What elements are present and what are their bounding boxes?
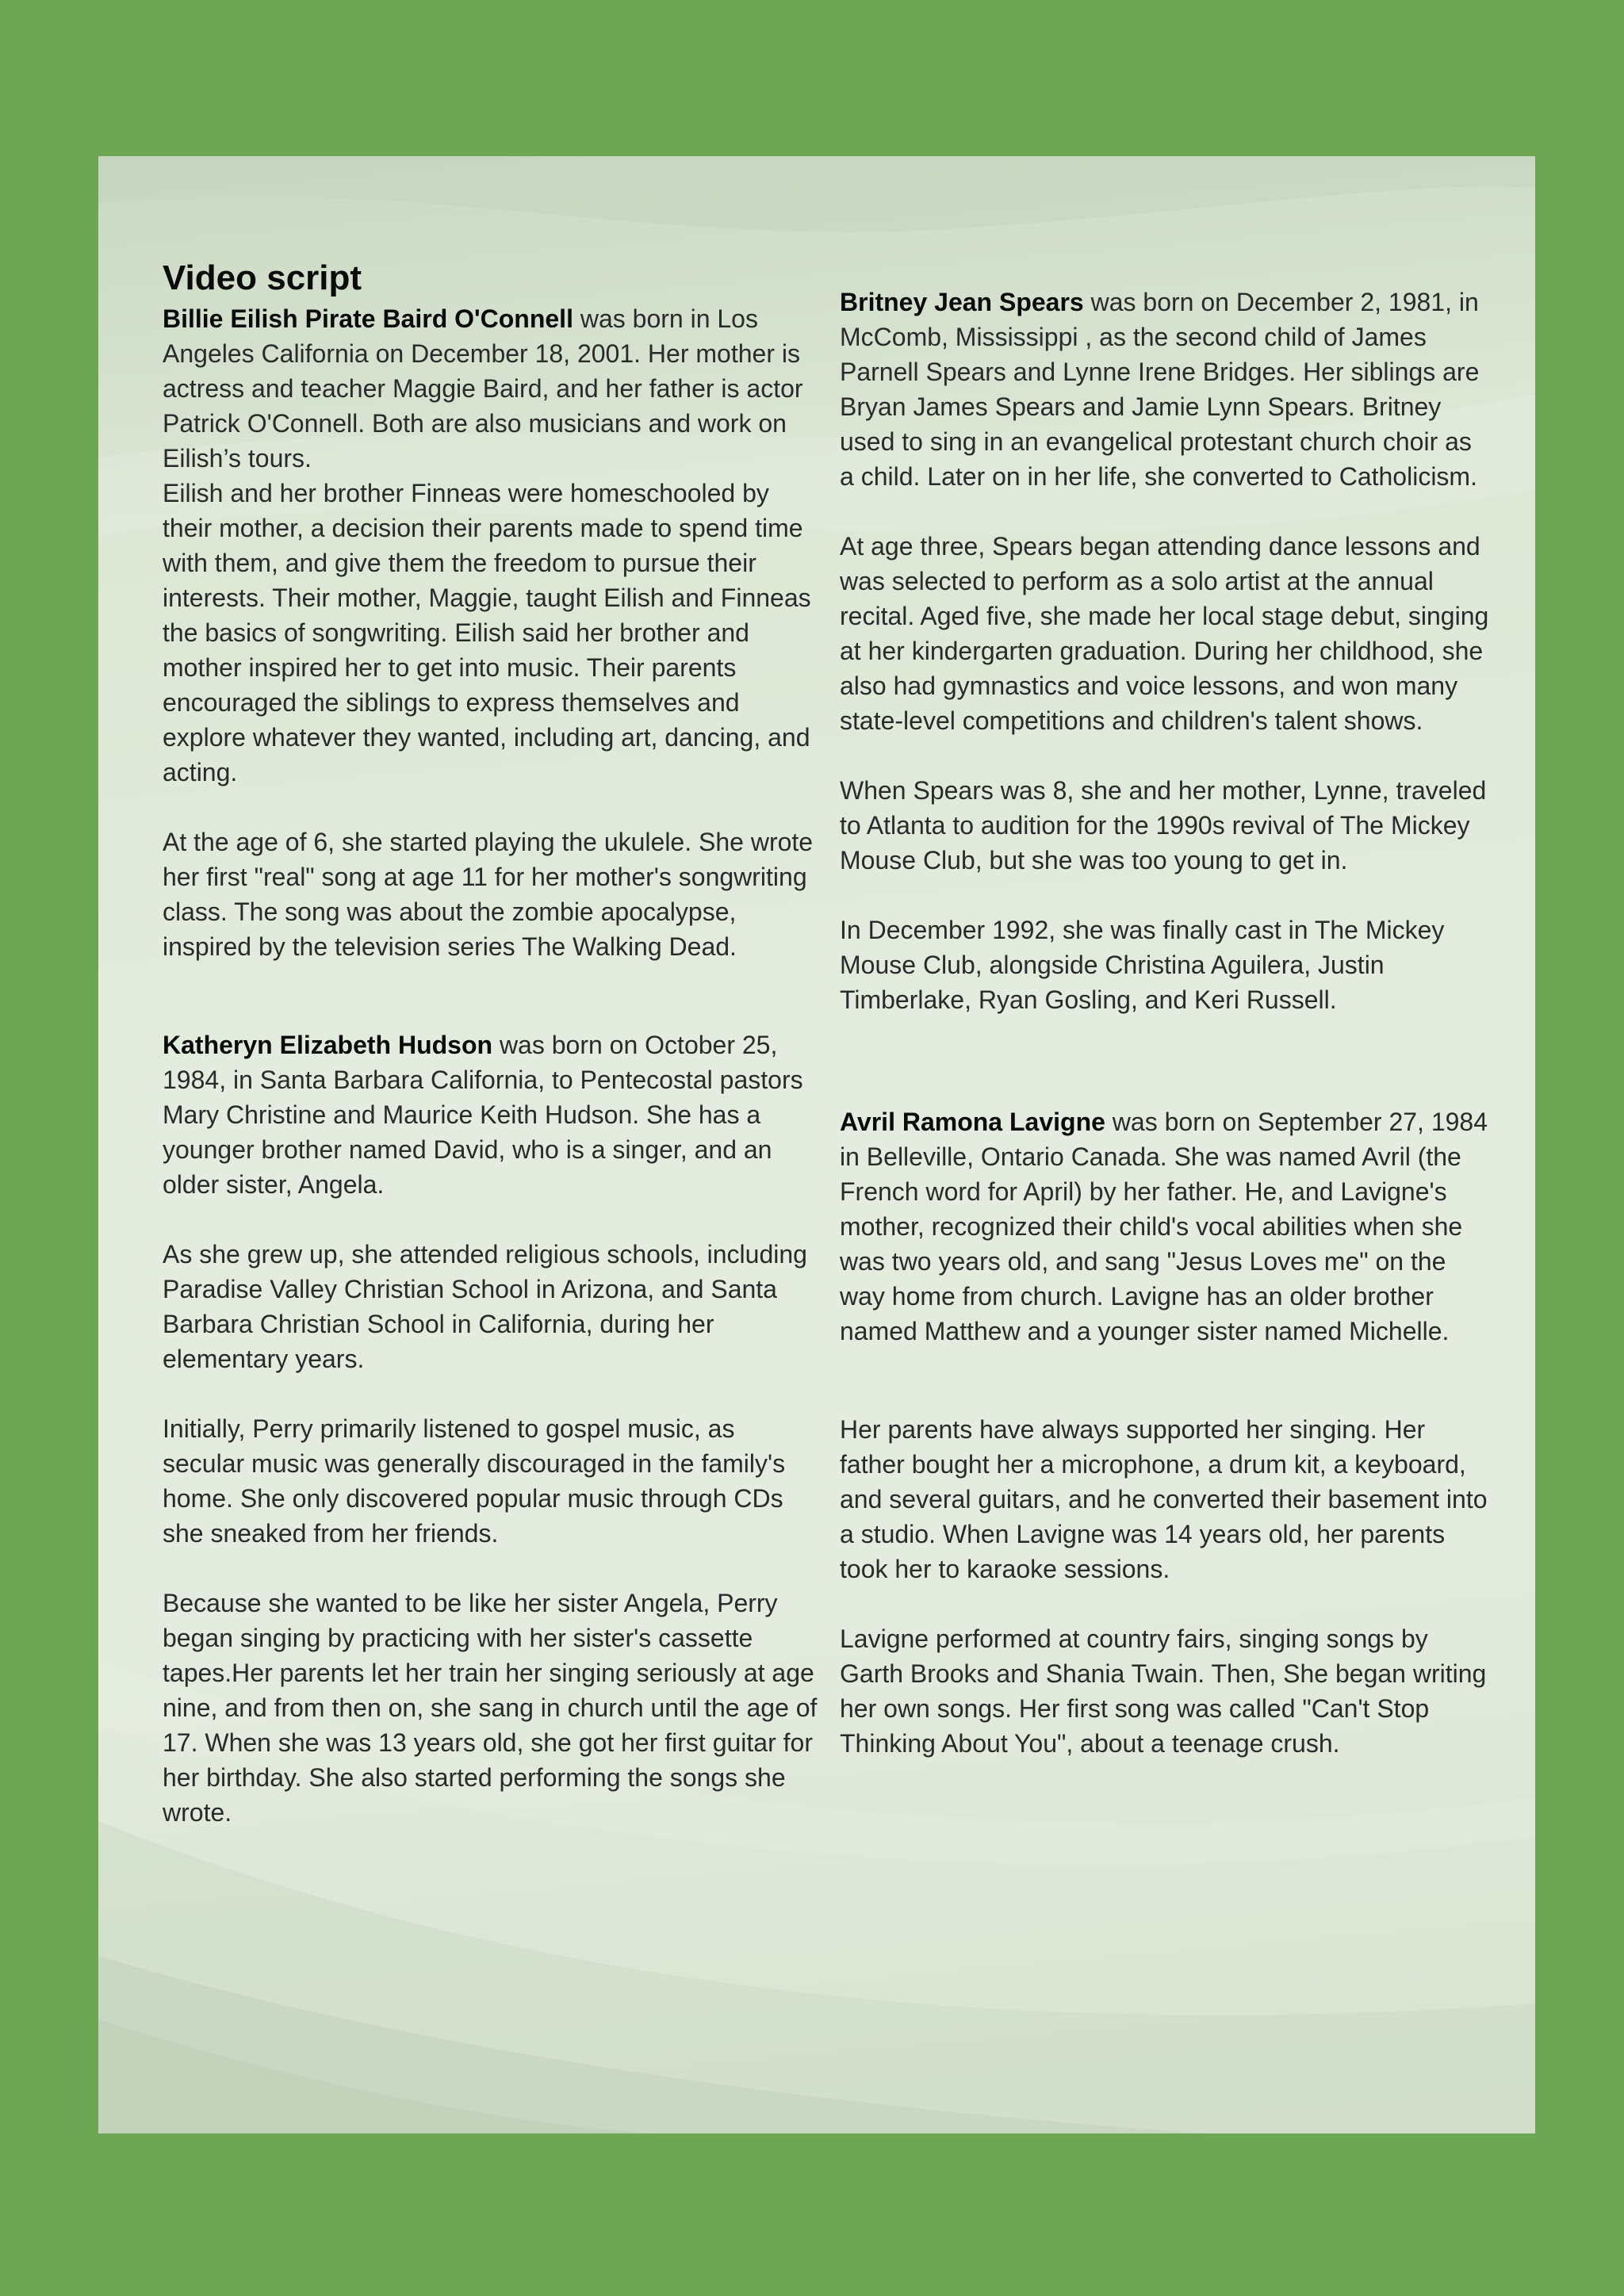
paragraph: Because she wanted to be like her sister Angela, Perry began singing by practicing with her sister's cassette tapes.Her parents let her train her singing seriously at age nine, and from then on, she sang in church until the age of 17. When she was 13 years old, she got her first guitar for her birthday. She also started performing the songs she wrote.: [163, 1589, 818, 1827]
paragraph: As she grew up, she attended religious schools, including Paradise Valley Christian School in Arizona, and Santa Barbara Christian School in California, during her elementary years.: [163, 1240, 807, 1373]
paragraph: [840, 1104, 1490, 1349]
page-title: Video script: [163, 258, 362, 297]
paragraph: [163, 301, 821, 476]
paragraph: Her parents have always supported her singing. Her father bought her a microphone, a drum kit, a keyboard, and several guitars, and he converted their basement into a studio. When Lavigne was 14 years old, her parents took her to karaoke sessions.: [840, 1415, 1488, 1583]
paragraph-text: was born on December 2, 1981, in McComb, Mississippi , as the second child of James Parnell Spears and Lynne Irene Bridges. Her siblings are Bryan James Spears and Jamie Lynn Spears. Britney used to sing in an evangelical protestant church choir as a child. Later on in her life, she converted to Catholicism.: [840, 288, 1480, 491]
person-name: Avril Ramona Lavigne: [840, 1108, 1105, 1136]
right-column: [840, 285, 1490, 1761]
paragraph: In December 1992, she was finally cast in The Mickey Mouse Club, alongside Christina Aguilera, Justin Timberlake, Ryan Gosling, and Keri Russell.: [840, 916, 1445, 1014]
paragraph: [840, 285, 1490, 494]
paragraph: Lavigne performed at country fairs, singing songs by Garth Brooks and Shania Twain. Then, She began writing her own songs. Her first song was called "Can't Stop Thinking About You", about a teenage crush.: [840, 1624, 1487, 1758]
person-name: Billie Eilish Pirate Baird O'Connell: [163, 304, 573, 333]
left-column: [163, 255, 821, 1830]
paragraph-text: was born in Los Angeles California on December 18, 2001. Her mother is actress and teacher Maggie Baird, and her father is actor Patrick O'Connell. Both are also musicians and work on Eilish’s tours.: [163, 304, 803, 473]
paragraph: At age three, Spears began attending dance lessons and was selected to perform as a solo artist at the annual recital. Aged five, she made her local stage debut, singing at her kindergarten graduation. During her childhood, she also had gymnastics and voice lessons, and won many state-level competitions and children's talent shows.: [840, 532, 1489, 735]
paragraph: Initially, Perry primarily listened to gospel music, as secular music was generally discouraged in the family's home. She only discovered popular music through CDs she sneaked from her friends.: [163, 1414, 786, 1548]
paragraph: [163, 1027, 821, 1202]
person-name: Britney Jean Spears: [840, 288, 1084, 316]
paragraph: At the age of 6, she started playing the ukulele. She wrote her first "real" song at age 11 for her mother's songwriting class. The song was about the zombie apocalypse, inspired by the television series The Walking Dead.: [163, 828, 814, 961]
document-page: [98, 156, 1535, 2133]
paragraph: When Spears was 8, she and her mother, Lynne, traveled to Atlanta to audition for the 1990s revival of The Mickey Mouse Club, but she was too young to get in.: [840, 776, 1487, 874]
paragraph-text: was born on September 27, 1984 in Belleville, Ontario Canada. She was named Avril (the French word for April) by her father. He, and Lavigne's mother, recognized their child's vocal abilities when she was two years old, and sang "Jesus Loves me" on the way home from church. Lavigne has an older brother named Matthew and a younger sister named Michelle.: [840, 1108, 1488, 1345]
person-name: Katheryn Elizabeth Hudson: [163, 1031, 493, 1059]
paragraph-text: was born on October 25, 1984, in Santa Barbara California, to Pentecostal pastors Mary Christine and Maurice Keith Hudson. She has a younger brother named David, who is a singer, and an older sister, Angela.: [163, 1031, 803, 1199]
paragraph: Eilish and her brother Finneas were homeschooled by their mother, a decision their parents made to spend time with them, and give them the freedom to pursue their interests. Their mother, Maggie, taught Eilish and Finneas the basics of songwriting. Eilish said her brother and mother inspired her to get into music. Their parents encouraged the siblings to express themselves and explore whatever they wanted, including art, dancing, and acting.: [163, 479, 811, 786]
